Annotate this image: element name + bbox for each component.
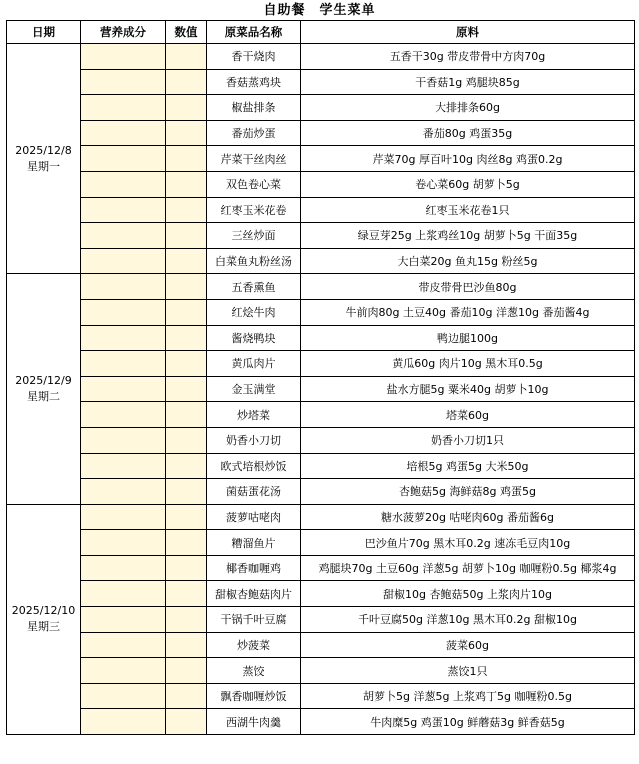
nutrition-cell — [81, 504, 166, 530]
dish-name-cell: 红枣玉米花卷 — [207, 197, 301, 223]
day-date-cell — [7, 274, 81, 504]
value-cell — [166, 607, 207, 633]
value-cell — [166, 248, 207, 274]
nutrition-cell — [81, 607, 166, 633]
nutrition-cell — [81, 709, 166, 735]
value-cell — [166, 223, 207, 249]
value-cell — [166, 351, 207, 377]
dish-name-cell: 三丝炒面 — [207, 223, 301, 249]
nutrition-cell — [81, 171, 166, 197]
value-cell — [166, 376, 207, 402]
dish-name-cell: 飘香咖喱炒饭 — [207, 683, 301, 709]
table-row — [7, 709, 635, 735]
value-cell — [166, 69, 207, 95]
table-row — [7, 44, 635, 70]
table-row — [7, 581, 635, 607]
value-cell — [166, 683, 207, 709]
ingredients-cell: 红枣玉米花卷1只 — [301, 197, 635, 223]
dish-name-cell: 西湖牛肉羹 — [207, 709, 301, 735]
value-cell — [166, 95, 207, 121]
ingredients-cell: 杏鲍菇5g 海鲜菇8g 鸡蛋5g — [301, 479, 635, 505]
table-row — [7, 683, 635, 709]
nutrition-cell — [81, 274, 166, 300]
ingredients-cell: 巴沙鱼片70g 黑木耳0.2g 速冻毛豆肉10g — [301, 530, 635, 556]
nutrition-cell — [81, 530, 166, 556]
table-row — [7, 530, 635, 556]
nutrition-cell — [81, 299, 166, 325]
ingredients-cell: 五香干30g 带皮带骨中方肉70g — [301, 44, 635, 70]
dish-name-cell: 炒菠菜 — [207, 632, 301, 658]
dish-name-cell: 酱烧鸭块 — [207, 325, 301, 351]
menu-body — [7, 44, 635, 735]
page-title: 自助餐 学生菜单 — [263, 3, 376, 18]
dish-name-cell: 香菇蒸鸡块 — [207, 69, 301, 95]
ingredients-cell: 干香菇1g 鸡腿块85g — [301, 69, 635, 95]
ingredients-cell: 甜椒10g 杏鲍菇50g 上浆肉片10g — [301, 581, 635, 607]
day-weekday: 星期二 — [27, 390, 60, 404]
ingredients-cell: 牛肉糜5g 鸡蛋10g 鲜蘑菇3g 鲜香菇5g — [301, 709, 635, 735]
nutrition-cell — [81, 632, 166, 658]
table-row — [7, 351, 635, 377]
value-cell — [166, 479, 207, 505]
ingredients-cell: 鸡腿块70g 土豆60g 洋葱5g 胡萝卜10g 咖喱粉0.5g 椰浆4g — [301, 555, 635, 581]
ingredients-cell: 盐水方腿5g 粟米40g 胡萝卜10g — [301, 376, 635, 402]
dish-name-cell: 白菜鱼丸粉丝汤 — [207, 248, 301, 274]
ingredients-cell: 大白菜20g 鱼丸15g 粉丝5g — [301, 248, 635, 274]
nutrition-cell — [81, 95, 166, 121]
nutrition-cell — [81, 44, 166, 70]
nutrition-cell — [81, 325, 166, 351]
value-cell — [166, 146, 207, 172]
nutrition-cell — [81, 197, 166, 223]
table-row — [7, 274, 635, 300]
table-row — [7, 171, 635, 197]
nutrition-cell — [81, 555, 166, 581]
ingredients-cell: 胡萝卜5g 洋葱5g 上浆鸡丁5g 咖喱粉0.5g — [301, 683, 635, 709]
day-weekday: 星期一 — [27, 159, 60, 173]
dish-name-cell: 五香熏鱼 — [207, 274, 301, 300]
day-date-cell — [7, 504, 81, 734]
dish-name-cell: 红烩牛肉 — [207, 299, 301, 325]
nutrition-cell — [81, 351, 166, 377]
table-row — [7, 504, 635, 530]
dish-name-cell: 糟溜鱼片 — [207, 530, 301, 556]
dish-name-cell: 番茄炒蛋 — [207, 120, 301, 146]
ingredients-cell: 培根5g 鸡蛋5g 大米50g — [301, 453, 635, 479]
ingredients-cell: 蒸饺1只 — [301, 658, 635, 684]
ingredients-cell: 黄瓜60g 肉片10g 黑木耳0.5g — [301, 351, 635, 377]
dish-name-cell: 菌菇蛋花汤 — [207, 479, 301, 505]
nutrition-cell — [81, 248, 166, 274]
nutrition-cell — [81, 402, 166, 428]
dish-name-cell: 蒸饺 — [207, 658, 301, 684]
value-cell — [166, 632, 207, 658]
value-cell — [166, 709, 207, 735]
table-row — [7, 402, 635, 428]
ingredients-cell: 卷心菜60g 胡萝卜5g — [301, 171, 635, 197]
value-cell — [166, 530, 207, 556]
header-nutrition: 营养成分 — [81, 21, 166, 44]
value-cell — [166, 581, 207, 607]
menu-table — [6, 20, 635, 735]
table-row — [7, 632, 635, 658]
day-date: 2025/12/10 — [11, 604, 76, 618]
dish-name-cell: 椰香咖喱鸡 — [207, 555, 301, 581]
nutrition-cell — [81, 146, 166, 172]
header-dish: 原菜品名称 — [207, 21, 301, 44]
dish-name-cell: 干锅千叶豆腐 — [207, 607, 301, 633]
nutrition-cell — [81, 427, 166, 453]
value-cell — [166, 427, 207, 453]
table-row — [7, 69, 635, 95]
table-row — [7, 555, 635, 581]
day-date: 2025/12/9 — [15, 374, 72, 388]
nutrition-cell — [81, 69, 166, 95]
header-ingredients: 原料 — [301, 21, 635, 44]
table-row — [7, 376, 635, 402]
day-date-cell — [7, 44, 81, 274]
nutrition-cell — [81, 376, 166, 402]
nutrition-cell — [81, 453, 166, 479]
table-row — [7, 427, 635, 453]
table-row — [7, 223, 635, 249]
table-row — [7, 479, 635, 505]
table-row — [7, 248, 635, 274]
value-cell — [166, 171, 207, 197]
table-row — [7, 197, 635, 223]
ingredients-cell: 奶香小刀切1只 — [301, 427, 635, 453]
ingredients-cell: 菠菜60g — [301, 632, 635, 658]
table-row — [7, 146, 635, 172]
dish-name-cell: 黄瓜肉片 — [207, 351, 301, 377]
nutrition-cell — [81, 120, 166, 146]
nutrition-cell — [81, 683, 166, 709]
nutrition-cell — [81, 658, 166, 684]
value-cell — [166, 44, 207, 70]
table-row — [7, 453, 635, 479]
header-value: 数值 — [166, 21, 207, 44]
table-row — [7, 120, 635, 146]
value-cell — [166, 274, 207, 300]
dish-name-cell: 芹菜干丝肉丝 — [207, 146, 301, 172]
ingredients-cell: 番茄80g 鸡蛋35g — [301, 120, 635, 146]
dish-name-cell: 欧式培根炒饭 — [207, 453, 301, 479]
value-cell — [166, 504, 207, 530]
value-cell — [166, 453, 207, 479]
ingredients-cell: 大排排条60g — [301, 95, 635, 121]
table-row — [7, 299, 635, 325]
ingredients-cell: 绿豆芽25g 上浆鸡丝10g 胡萝卜5g 干面35g — [301, 223, 635, 249]
dish-name-cell: 菠萝咕咾肉 — [207, 504, 301, 530]
dish-name-cell: 炒塔菜 — [207, 402, 301, 428]
nutrition-cell — [81, 581, 166, 607]
table-row — [7, 325, 635, 351]
table-row — [7, 95, 635, 121]
ingredients-cell: 糖水菠萝20g 咕咾肉60g 番茄酱6g — [301, 504, 635, 530]
ingredients-cell: 千叶豆腐50g 洋葱10g 黑木耳0.2g 甜椒10g — [301, 607, 635, 633]
value-cell — [166, 325, 207, 351]
ingredients-cell: 芹菜70g 厚百叶10g 肉丝8g 鸡蛋0.2g — [301, 146, 635, 172]
dish-name-cell: 甜椒杏鲍菇肉片 — [207, 581, 301, 607]
day-date: 2025/12/8 — [15, 143, 72, 157]
ingredients-cell: 牛前肉80g 土豆40g 番茄10g 洋葱10g 番茄酱4g — [301, 299, 635, 325]
table-row — [7, 658, 635, 684]
value-cell — [166, 402, 207, 428]
dish-name-cell: 双色卷心菜 — [207, 171, 301, 197]
value-cell — [166, 120, 207, 146]
dish-name-cell: 金玉满堂 — [207, 376, 301, 402]
table-row — [7, 607, 635, 633]
value-cell — [166, 658, 207, 684]
dish-name-cell: 香干烧肉 — [207, 44, 301, 70]
value-cell — [166, 197, 207, 223]
value-cell — [166, 555, 207, 581]
value-cell — [166, 299, 207, 325]
ingredients-cell: 塔菜60g — [301, 402, 635, 428]
nutrition-cell — [81, 223, 166, 249]
nutrition-cell — [81, 479, 166, 505]
dish-name-cell: 椒盐排条 — [207, 95, 301, 121]
day-weekday: 星期三 — [27, 620, 60, 634]
ingredients-cell: 鸭边腿100g — [301, 325, 635, 351]
ingredients-cell: 带皮带骨巴沙鱼80g — [301, 274, 635, 300]
header-row — [7, 21, 635, 44]
dish-name-cell: 奶香小刀切 — [207, 427, 301, 453]
header-date: 日期 — [7, 21, 81, 44]
